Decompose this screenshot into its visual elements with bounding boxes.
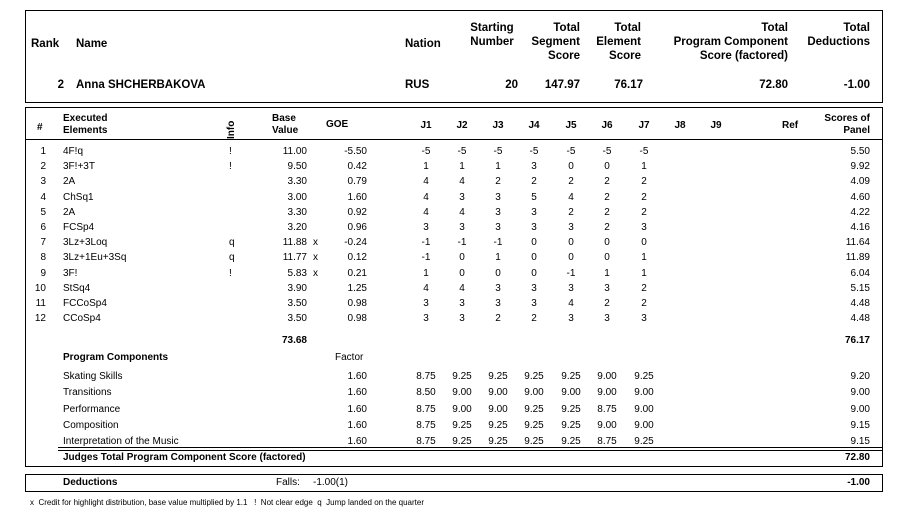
element-panel-score: 4.09	[850, 176, 870, 187]
element-goe: 0.79	[347, 176, 367, 187]
component-judge-score-j6: 8.75	[597, 436, 617, 447]
element-goe: -5.50	[344, 146, 367, 157]
element-code: FCCoSp4	[63, 298, 107, 309]
element-judge-score-j7: 0	[641, 237, 647, 248]
element-judge-score-j2: 3	[459, 192, 465, 203]
element-row	[0, 191, 902, 205]
element-panel-score: 4.16	[850, 222, 870, 233]
element-row	[0, 251, 902, 265]
element-goe: 0.92	[347, 207, 367, 218]
element-base-multiplier: x	[313, 268, 318, 279]
element-judge-score-j1: 3	[423, 222, 429, 233]
element-judge-score-j5: 3	[568, 313, 574, 324]
element-code: FCSp4	[63, 222, 95, 233]
element-judge-score-j1: 3	[423, 313, 429, 324]
element-judge-score-j2: 3	[459, 298, 465, 309]
component-judge-score-j6: 9.00	[597, 387, 617, 398]
component-judge-score-j1: 8.75	[416, 404, 436, 415]
element-judge-score-j5: -1	[566, 268, 576, 279]
element-judge-score-j3: 1	[495, 252, 501, 263]
element-judge-score-j5: 4	[568, 192, 574, 203]
element-judge-score-j3: 3	[495, 298, 501, 309]
element-judge-score-j6: 2	[604, 207, 610, 218]
element-judge-score-j3: -5	[493, 146, 503, 157]
element-goe: 0.98	[347, 313, 367, 324]
element-judge-score-j1: -5	[421, 146, 431, 157]
element-judge-score-j6: 0	[604, 252, 610, 263]
component-judge-score-j7: 9.00	[634, 404, 654, 415]
component-factor: 1.60	[347, 387, 367, 398]
element-judge-score-j3: -1	[493, 237, 503, 248]
element-goe: 0.21	[347, 268, 367, 279]
element-judge-score-j5: 0	[568, 237, 574, 248]
element-judge-score-j3: 3	[495, 207, 501, 218]
element-panel-score: 11.89	[845, 252, 870, 263]
element-judge-score-j6: 3	[604, 313, 610, 324]
component-judge-score-j6: 9.00	[597, 371, 617, 382]
total-deductions-header: Total Deductions	[807, 22, 870, 48]
element-base-multiplier: x	[313, 237, 318, 248]
component-judge-score-j3: 9.00	[488, 404, 508, 415]
element-judge-score-j5: 2	[568, 207, 574, 218]
element-judge-score-j3: 3	[495, 192, 501, 203]
element-judge-score-j1: 4	[423, 176, 429, 187]
component-row	[0, 386, 902, 400]
element-judge-score-j4: 5	[531, 192, 537, 203]
element-judge-score-j4: 3	[531, 283, 537, 294]
element-judge-score-j3: 1	[495, 161, 501, 172]
program-components-title: Program Components	[63, 352, 169, 363]
element-judge-score-j2: 0	[459, 268, 465, 279]
component-row	[0, 403, 902, 417]
element-number: 9	[40, 268, 46, 279]
elements-score-total: 76.17	[844, 335, 870, 346]
element-row	[0, 236, 902, 250]
element-info: !	[229, 161, 232, 172]
header-divider	[26, 139, 882, 140]
name-header: Name	[76, 38, 108, 50]
element-judge-score-j3: 2	[495, 176, 501, 187]
element-row	[0, 267, 902, 281]
element-judge-score-j2: -5	[457, 146, 467, 157]
element-code: 3Lz+3Loq	[63, 237, 108, 248]
component-judge-score-j2: 9.25	[452, 371, 472, 382]
element-goe: -0.24	[344, 237, 367, 248]
element-judge-score-j4: 3	[531, 207, 537, 218]
element-number: 1	[40, 146, 46, 157]
element-info: !	[229, 146, 232, 157]
element-judge-score-j5: 2	[568, 176, 574, 187]
component-judge-score-j5: 9.25	[561, 404, 581, 415]
component-row	[0, 419, 902, 433]
component-name: Transitions	[63, 387, 112, 398]
element-base-value: 3.00	[287, 192, 307, 203]
element-judge-score-j1: 4	[423, 283, 429, 294]
skater-nation: RUS	[405, 79, 430, 91]
component-judge-score-j5: 9.25	[561, 436, 581, 447]
element-goe: 0.42	[347, 161, 367, 172]
component-judge-score-j2: 9.25	[452, 436, 472, 447]
element-goe: 0.98	[347, 298, 367, 309]
component-name: Skating Skills	[63, 371, 123, 382]
element-judge-score-j2: 1	[459, 161, 465, 172]
element-judge-score-j4: 0	[531, 252, 537, 263]
element-number: 8	[40, 252, 46, 263]
element-code: ChSq1	[63, 192, 94, 203]
element-judge-score-j6: 2	[604, 222, 610, 233]
skater-starting-number: 20	[505, 79, 518, 91]
component-judge-score-j1: 8.75	[416, 371, 436, 382]
element-panel-score: 4.22	[850, 207, 870, 218]
element-judge-score-j1: 1	[423, 268, 429, 279]
element-base-value: 3.50	[287, 298, 307, 309]
element-base-value: 3.90	[287, 283, 307, 294]
starting-number-header: Starting Number	[470, 22, 514, 48]
nation-header: Nation	[405, 38, 441, 50]
element-judge-score-j7: 3	[641, 313, 647, 324]
element-panel-score: 6.04	[850, 268, 870, 279]
component-judge-score-j7: 9.00	[634, 420, 654, 431]
component-factor: 1.60	[347, 404, 367, 415]
executed-elements-header: Executed Elements	[63, 113, 108, 136]
element-base-value: 3.30	[287, 207, 307, 218]
element-judge-score-j5: -5	[566, 146, 576, 157]
deductions-box	[25, 474, 883, 492]
element-goe: 1.60	[347, 192, 367, 203]
component-panel-score: 9.00	[850, 387, 870, 398]
base-value-header: Base Value	[272, 113, 299, 136]
element-row	[0, 206, 902, 220]
element-code: 3Lz+1Eu+3Sq	[63, 252, 127, 263]
component-factor: 1.60	[347, 436, 367, 447]
component-name: Performance	[63, 404, 121, 415]
element-judge-score-j5: 0	[568, 161, 574, 172]
element-code: CCoSp4	[63, 313, 101, 324]
scores-of-panel-header: Scores of Panel	[824, 113, 870, 136]
element-row	[0, 160, 902, 174]
judge-header-J1: J1	[420, 120, 432, 131]
skater-name: Anna SHCHERBAKOVA	[76, 79, 206, 91]
skater-rank: 2	[57, 79, 64, 91]
element-judge-score-j6: 2	[604, 176, 610, 187]
element-code: 2A	[63, 207, 76, 218]
element-judge-score-j4: 2	[531, 176, 537, 187]
component-factor: 1.60	[347, 371, 367, 382]
component-judge-score-j4: 9.25	[524, 420, 544, 431]
skater-total-pcs: 72.80	[759, 79, 788, 91]
components-total-label: Judges Total Program Component Score (factored)	[63, 452, 306, 463]
element-judge-score-j5: 0	[568, 252, 574, 263]
element-judge-score-j4: 3	[531, 161, 537, 172]
element-info: q	[229, 237, 235, 248]
element-panel-score: 4.48	[850, 313, 870, 324]
component-judge-score-j6: 9.00	[597, 420, 617, 431]
component-panel-score: 9.00	[850, 404, 870, 415]
element-judge-score-j7: 2	[641, 176, 647, 187]
component-judge-score-j1: 8.50	[416, 387, 436, 398]
component-name: Composition	[63, 420, 119, 431]
element-number: 10	[34, 283, 46, 294]
element-row	[0, 297, 902, 311]
deductions-total: -1.00	[847, 477, 870, 488]
element-judge-score-j6: 3	[604, 283, 610, 294]
component-row	[0, 370, 902, 384]
element-judge-score-j2: -1	[457, 237, 467, 248]
judge-header-J2: J2	[456, 120, 468, 131]
judge-header-J5: J5	[565, 120, 577, 131]
goe-header: GOE	[326, 119, 349, 130]
element-base-value: 5.83	[287, 268, 307, 279]
deductions-label: Deductions	[63, 477, 118, 488]
skater-total-element-score: 76.17	[614, 79, 643, 91]
element-judge-score-j1: 4	[423, 207, 429, 218]
info-header: Info	[226, 120, 237, 139]
element-judge-score-j2: 4	[459, 176, 465, 187]
element-panel-score: 5.15	[850, 283, 870, 294]
element-judge-score-j4: 3	[531, 222, 537, 233]
element-panel-score: 9.92	[850, 161, 870, 172]
element-judge-score-j2: 4	[459, 207, 465, 218]
element-info: q	[229, 252, 235, 263]
element-goe: 0.12	[347, 252, 367, 263]
falls-label: Falls:	[276, 477, 300, 488]
element-judge-score-j5: 4	[568, 298, 574, 309]
element-judge-score-j7: 1	[641, 268, 647, 279]
component-judge-score-j7: 9.25	[634, 371, 654, 382]
components-total-value: 72.80	[844, 452, 870, 463]
element-judge-score-j2: 4	[459, 283, 465, 294]
component-judge-score-j6: 8.75	[597, 404, 617, 415]
element-judge-score-j7: 3	[641, 222, 647, 233]
element-panel-score: 4.48	[850, 298, 870, 309]
element-row	[0, 145, 902, 159]
element-number: 2	[40, 161, 46, 172]
element-row	[0, 282, 902, 296]
element-judge-score-j3: 0	[495, 268, 501, 279]
element-judge-score-j6: 0	[604, 237, 610, 248]
component-panel-score: 9.20	[850, 371, 870, 382]
skater-total-segment-score: 147.97	[544, 79, 580, 91]
total-element-score-header: Total Element Score	[596, 22, 641, 62]
element-judge-score-j4: 3	[531, 298, 537, 309]
element-judge-score-j7: 1	[641, 252, 647, 263]
element-judge-score-j5: 3	[568, 222, 574, 233]
element-info: !	[229, 268, 232, 279]
element-base-value: 3.30	[287, 176, 307, 187]
element-judge-score-j6: 1	[604, 268, 610, 279]
element-judge-score-j6: 0	[604, 161, 610, 172]
component-judge-score-j7: 9.00	[634, 387, 654, 398]
component-judge-score-j3: 9.25	[488, 436, 508, 447]
element-panel-score: 5.50	[850, 146, 870, 157]
total-segment-score-header: Total Segment Score	[531, 22, 580, 62]
base-value-total: 73.68	[281, 335, 307, 346]
element-judge-score-j7: -5	[639, 146, 649, 157]
component-factor: 1.60	[347, 420, 367, 431]
element-judge-score-j1: 1	[423, 161, 429, 172]
element-judge-score-j4: 0	[531, 268, 537, 279]
component-judge-score-j2: 9.25	[452, 420, 472, 431]
component-judge-score-j3: 9.00	[488, 387, 508, 398]
component-name: Interpretation of the Music	[63, 436, 179, 447]
judge-header-J7: J7	[638, 120, 650, 131]
component-judge-score-j3: 9.25	[488, 371, 508, 382]
element-judge-score-j3: 2	[495, 313, 501, 324]
component-judge-score-j7: 9.25	[634, 436, 654, 447]
element-judge-score-j2: 3	[459, 313, 465, 324]
element-judge-score-j4: 0	[531, 237, 537, 248]
element-code: StSq4	[63, 283, 91, 294]
component-judge-score-j4: 9.25	[524, 436, 544, 447]
component-judge-score-j1: 8.75	[416, 436, 436, 447]
element-judge-score-j6: -5	[602, 146, 612, 157]
element-judge-score-j7: 2	[641, 192, 647, 203]
element-code: 4F!q	[63, 146, 84, 157]
element-base-value: 11.00	[282, 146, 307, 157]
component-judge-score-j2: 9.00	[452, 404, 472, 415]
element-number: 4	[40, 192, 46, 203]
judge-header-J8: J8	[674, 120, 686, 131]
total-pcs-header: Total Program Component Score (factored)	[673, 22, 788, 62]
component-judge-score-j5: 9.25	[561, 420, 581, 431]
falls-value: -1.00(1)	[313, 477, 349, 488]
element-judge-score-j7: 2	[641, 283, 647, 294]
element-judge-score-j2: 3	[459, 222, 465, 233]
ref-header: Ref	[782, 120, 799, 131]
element-judge-score-j1: 3	[423, 298, 429, 309]
skater-total-deductions: -1.00	[843, 79, 870, 91]
element-judge-score-j4: -5	[529, 146, 539, 157]
element-row	[0, 221, 902, 235]
element-code: 2A	[63, 176, 76, 187]
element-judge-score-j6: 2	[604, 298, 610, 309]
element-judge-score-j4: 2	[531, 313, 537, 324]
element-judge-score-j1: -1	[421, 237, 431, 248]
component-panel-score: 9.15	[850, 420, 870, 431]
element-number: 6	[40, 222, 46, 233]
element-judge-score-j7: 2	[641, 298, 647, 309]
factor-header: Factor	[335, 352, 364, 363]
element-goe: 0.96	[347, 222, 367, 233]
judge-header-J9: J9	[710, 120, 722, 131]
components-total-top-divider	[58, 447, 882, 448]
component-judge-score-j4: 9.25	[524, 404, 544, 415]
element-panel-score: 4.60	[850, 192, 870, 203]
element-judge-score-j7: 2	[641, 207, 647, 218]
element-number: 3	[40, 176, 46, 187]
legend-footnote: x Credit for highlight distribution, base value multiplied by 1.1 ! Not clear edge q Jump landed on the quarter	[30, 498, 424, 507]
element-number: 7	[40, 237, 46, 248]
element-judge-score-j2: 0	[459, 252, 465, 263]
element-base-multiplier: x	[313, 252, 318, 263]
rank-header: Rank	[31, 38, 60, 50]
component-judge-score-j1: 8.75	[416, 420, 436, 431]
component-judge-score-j3: 9.25	[488, 420, 508, 431]
element-base-value: 11.88	[282, 237, 307, 248]
element-goe: 1.25	[347, 283, 367, 294]
judge-header-J4: J4	[528, 120, 540, 131]
element-number: 5	[40, 207, 46, 218]
component-judge-score-j5: 9.00	[561, 387, 581, 398]
element-judge-score-j6: 2	[604, 192, 610, 203]
element-base-value: 9.50	[287, 161, 307, 172]
component-judge-score-j4: 9.00	[524, 387, 544, 398]
element-row	[0, 312, 902, 326]
element-judge-score-j3: 3	[495, 222, 501, 233]
component-panel-score: 9.15	[850, 436, 870, 447]
elements-num-header: #	[37, 122, 43, 133]
element-judge-score-j3: 3	[495, 283, 501, 294]
element-base-value: 11.77	[282, 252, 307, 263]
component-judge-score-j2: 9.00	[452, 387, 472, 398]
element-code: 3F!+3T	[63, 161, 95, 172]
element-judge-score-j7: 1	[641, 161, 647, 172]
element-judge-score-j1: -1	[421, 252, 431, 263]
element-row	[0, 175, 902, 189]
element-number: 12	[34, 313, 46, 324]
element-number: 11	[35, 298, 46, 309]
element-judge-score-j5: 3	[568, 283, 574, 294]
element-judge-score-j1: 4	[423, 192, 429, 203]
element-base-value: 3.50	[287, 313, 307, 324]
judge-header-J6: J6	[601, 120, 613, 131]
element-base-value: 3.20	[287, 222, 307, 233]
element-code: 3F!	[63, 268, 78, 279]
judge-header-J3: J3	[492, 120, 504, 131]
element-panel-score: 11.64	[845, 237, 870, 248]
component-judge-score-j4: 9.25	[524, 371, 544, 382]
component-judge-score-j5: 9.25	[561, 371, 581, 382]
components-total-divider	[58, 450, 882, 451]
